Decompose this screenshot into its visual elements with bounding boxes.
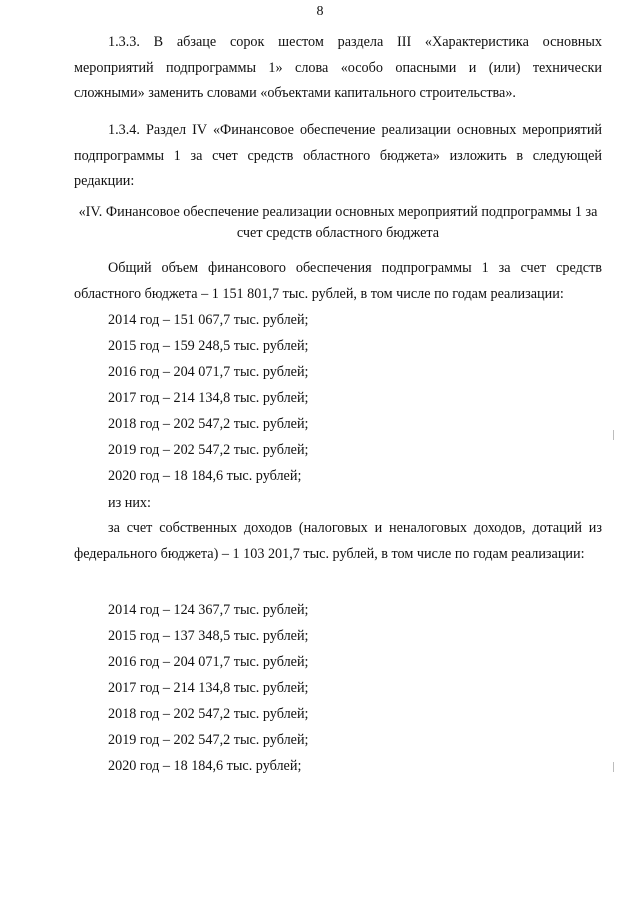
of-them-label: из них: (108, 495, 151, 511)
list-item-own-2016: 2016 год – 204 071,7 тыс. рублей; (108, 654, 309, 670)
list-item-total-2015: 2015 год – 159 248,5 тыс. рублей; (108, 338, 309, 354)
list-item-total-2014: 2014 год – 151 067,7 тыс. рублей; (108, 312, 309, 328)
list-item-total-2020: 2020 год – 18 184,6 тыс. рублей; (108, 468, 302, 484)
list-item-own-2019: 2019 год – 202 547,2 тыс. рублей; (108, 732, 309, 748)
paragraph-total-funding: Общий объем финансового обеспечения подпрограммы 1 за счет средств областного бюджета – 1 151 801,7 тыс. рублей, в том числе по годам реализации: (74, 260, 602, 302)
scan-artifact-mark (613, 762, 614, 772)
list-item-own-2017: 2017 год – 214 134,8 тыс. рублей; (108, 680, 309, 696)
paragraph-1-3-3: 1.3.3. В абзаце сорок шестом раздела III «Характеристика основных мероприятий подпрограммы 1» слова «особо опасными и (или) технически сложными» заменить словами «объектами капитального строительства». (74, 34, 602, 101)
scan-artifact-mark (613, 430, 614, 440)
list-item-own-2020: 2020 год – 18 184,6 тыс. рублей; (108, 758, 302, 774)
list-item-own-2018: 2018 год – 202 547,2 тыс. рублей; (108, 706, 309, 722)
list-item-total-2018: 2018 год – 202 547,2 тыс. рублей; (108, 416, 309, 432)
list-item-own-2015: 2015 год – 137 348,5 тыс. рублей; (108, 628, 309, 644)
list-item-total-2019: 2019 год – 202 547,2 тыс. рублей; (108, 442, 309, 458)
section-heading: «IV. Финансовое обеспечение реализации основных мероприятий подпрограммы 1 за счет средств областного бюджета (78, 204, 598, 241)
list-item-total-2017: 2017 год – 214 134,8 тыс. рублей; (108, 390, 309, 406)
list-item-own-2014: 2014 год – 124 367,7 тыс. рублей; (108, 602, 309, 618)
list-item-total-2016: 2016 год – 204 071,7 тыс. рублей; (108, 364, 309, 380)
paragraph-1-3-4: 1.3.4. Раздел IV «Финансовое обеспечение реализации основных мероприятий подпрограммы 1 за счет средств областного бюджета» изложить в следующей редакции: (74, 122, 602, 189)
paragraph-own-revenue: за счет собственных доходов (налоговых и неналоговых доходов, дотаций из федерального бюджета) – 1 103 201,7 тыс. рублей, в том числе по годам реализации: (74, 520, 602, 562)
page-number: 8 (316, 4, 324, 19)
